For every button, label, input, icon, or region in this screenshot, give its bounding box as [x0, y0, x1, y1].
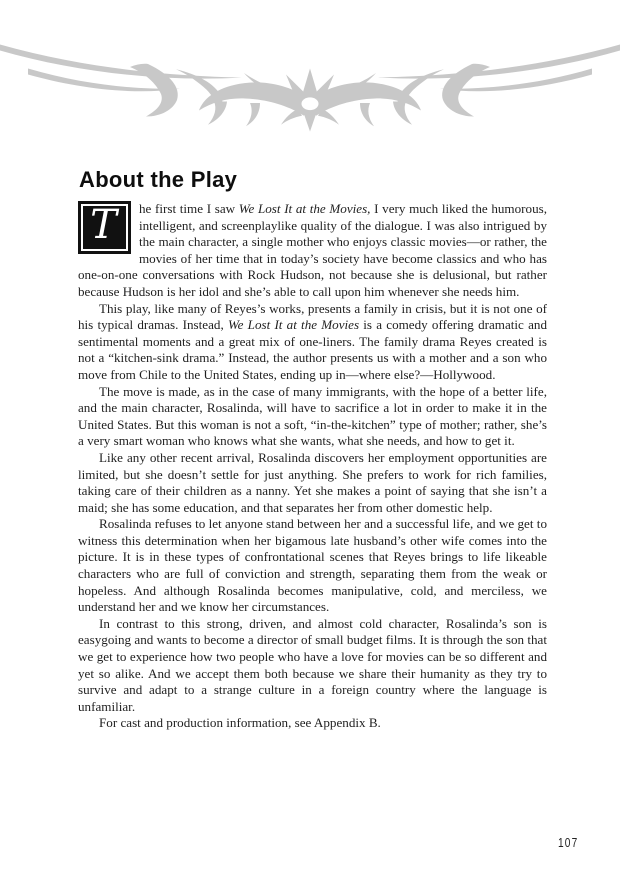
body-paragraph [78, 616, 547, 716]
drop-cap [81, 201, 128, 251]
paragraph-text: Rosalinda refuses to let anyone stand between her and a successful life, and we get to witness this determination when her bigamous late husband’s other wife comes into the picture. It is in these types of confrontational scenes that Reyes brings to life likeable characters who are full of conviction and strength, separating them from the weak or hopeless. And although Rosalinda becomes manipulative, cold, and merciless, we understand her and we know her circumstances. [78, 516, 547, 615]
body-paragraph [78, 450, 547, 516]
body-paragraph [78, 715, 547, 732]
drop-cap-letter: T [90, 201, 117, 248]
article-paragraphs [78, 201, 547, 732]
body-paragraph [78, 516, 547, 616]
paragraph-text: he first time I saw [139, 201, 239, 216]
paragraph-text: Like any other recent arrival, Rosalinda discovers her employment opportunities are limited, but she doesn’t settle for just anything. She prefers to work for rich families, taking care of their children as a nanny. Yet she makes a point of saying that she isn’t a maid; she has some education, and that separates her from other domestic help. [78, 449, 547, 515]
italic-title-text: We Lost It at the Movies, [238, 201, 371, 216]
paragraph-text: I very much liked the humorous, intelligent, and screenplaylike quality of the dialogue. I was also intrigued by the main character, a single mother who enjoys classic movies—or rather, the movies of her time that in today’s society have become classics and who has one-on-one conversations with Rock Hudson, not because she is delusional, but rather because Hudson is her idol and she’s able to call upon him whenever she needs him. [78, 201, 547, 299]
italic-title-text: We Lost It at the Movies [227, 317, 360, 333]
page-title: About the Play [79, 167, 238, 192]
body-paragraph [78, 201, 547, 301]
page-number: 107 [558, 835, 579, 850]
tribal-flourish-ornament [0, 0, 626, 140]
paragraph-text: is a comedy offering dramatic and sentimental moments and a great mix of one-liners. The family drama Reyes created is not a “kitchen-sink drama.” Instead, the author presents us with a mother and a son who move from Chile to the United States, ending up in—where else?—Hollywood. [78, 317, 547, 382]
paragraph-text: For cast and production information, see Appendix B. [99, 715, 381, 731]
body-paragraph [78, 384, 547, 450]
article-body-text [78, 201, 547, 732]
paragraph-text: The move is made, as in the case of many immigrants, with the hope of a better life, and the main character, Rosalinda, will have to sacrifice a lot in order to make it in the United States. But this woman is not a soft, “in-the-kitchen” type of mother; rather, she’s a very smart woman who knows what she wants, what she needs, and how to get it. [78, 383, 547, 449]
paragraph-text: In contrast to this strong, driven, and almost cold character, Rosalinda’s son is easygoing and wants to become a director of small budget films. It is through the son that we get to experience how two people who have a love for movies can be so different and yet so alike. And we accept them both because we share their humanity as they try to survive and adapt to a strange culture in a foreign country where the language is unfamiliar. [78, 615, 547, 714]
paragraph-text: This play, like many of Reyes’s works, presents a family in crisis, but it is not one of his typical dramas. Instead, [78, 300, 547, 333]
body-paragraph [78, 301, 547, 384]
